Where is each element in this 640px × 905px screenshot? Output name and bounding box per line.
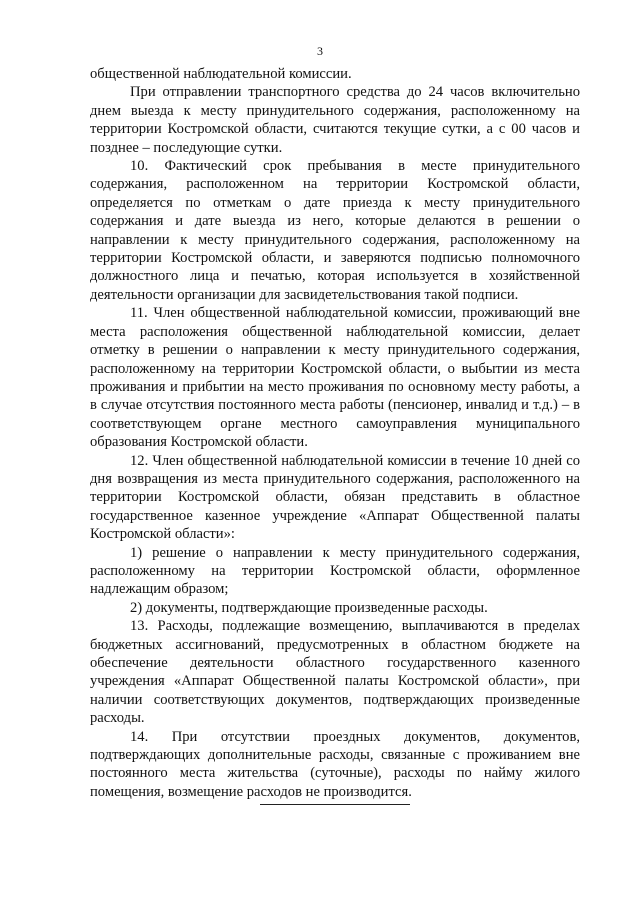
page-number: 3 (317, 44, 323, 58)
paragraph-12: 12. Член общественной наблюдательной комиссии в течение 10 дней со дня возвращения из места принудительного содержания, расположенного на территории Костромской области, обязан представить в областное государственное казенное учреждение «Аппарат Общественной палаты Костромской области»: (90, 452, 580, 543)
end-of-document-rule (260, 804, 410, 805)
paragraph-12-item-1: 1) решение о направлении к месту принудительного содержания, расположенному на территории Костромской области, оформленное надлежащим образом; (90, 544, 580, 598)
paragraph-13: 13. Расходы, подлежащие возмещению, выплачиваются в пределах бюджетных ассигнований, предусмотренных в областном бюджете на обеспечение деятельности областного государственного казенного учреждения «Аппарат Общественной палаты Костромской области», при наличии соответствующих документов, подтверждающих произведенные расходы. (90, 618, 580, 727)
paragraph-departure-time: При отправлении транспортного средства до 24 часов включительно днем выезда к месту принудительного содержания, расположенному на территории Костромской области, считаются текущие сутки, а с 00 часов и позднее – последующие сутки. (90, 84, 580, 156)
paragraph-11: 11. Член общественной наблюдательной комиссии, проживающий вне места расположения общественной наблюдательной комиссии, делает отметку в решении о направлении к месту принудительного содержания, расположенному на территории Костромской области, о выбытии из места проживания и прибытии на место проживания по основному месту работы, а в случае отсутствия постоянного места работы (пенсионер, инвалид и т.д.) – в соответствующем органе местного самоуправления муниципального образования Костромской области. (90, 305, 580, 451)
paragraph-12-item-2: 2) документы, подтверждающие произведенные расходы. (130, 599, 488, 616)
paragraph-10: 10. Фактический срок пребывания в месте принудительного содержания, расположенном на территории Костромской области, определяется по отметкам о дате приезда к месту принудительного содержания и дате выезда из него, которые делаются в решении о направлении к месту принудительного содержания, расположенному на территории Костромской области, и заверяются подписью полномочного должностного лица и печатью, которая используется в хозяйственной деятельности организации для засвидетельствования такой подписи. (90, 158, 580, 303)
document-body (90, 65, 580, 801)
paragraph-14: 14. При отсутствии проездных документов, документов, подтверждающих дополнительные расходы, связанные с проживанием вне постоянного места жительства (суточные), расходы по найму жилого помещения, возмещение расходов не производится. (90, 728, 580, 800)
paragraph-continuation: общественной наблюдательной комиссии. (90, 66, 352, 82)
